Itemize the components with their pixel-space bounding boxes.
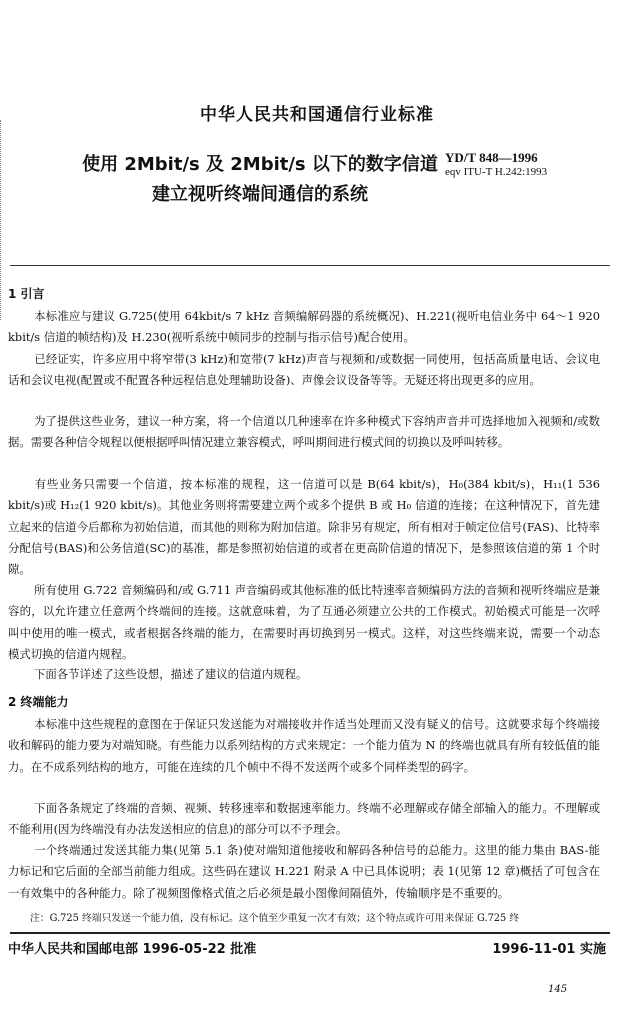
page-number: 145: [548, 984, 568, 995]
section-2-paragraph: 下面各条规定了终端的音频、视频、转移速率和数据速率能力。终端不必理解或存储全部输入的能力。不理解或不能利用(因为终端没有办法发送相应的信息)的部分可以不予理会。: [8, 801, 600, 837]
section-2-paragraph: 一个终端通过发送其能力集(见第 5.1 条)使对端知道他接收和解码各种信号的总能力。这里的能力集由 BAS-能力标记和它后面的全部当前能力组成。这些码在建议 H.221 附录 A 中已具体说明；表 1(见第 12 章)概括了可包含在一有效集中的各种能力。除了视频图像格式值之后必须是最小图像间隔值外，传输顺序是不重要的。: [8, 843, 600, 900]
section-1-paragraph: 为了提供这些业务，建议一种方案，将一个信道以几种速率在许多种模式下容纳声音并可选择地加入视频和/或数据。需要各种信令规程以便根据呼叫情况建立兼容模式，呼叫期间进行模式间的切换以及呼叫转移。: [8, 414, 600, 450]
section-1-paragraph: 下面各节详述了这些设想，描述了建议的信道内规程。: [34, 667, 308, 681]
scan-margin-mark: [0, 120, 3, 320]
approval-date: 中华人民共和国邮电部 1996-05-22 批准: [8, 942, 257, 957]
footnote: 注：G.725 终端只发送一个能力值，没有标记。这个值至少重复一次才有效；这个特点或许可用来保证 G.725 终: [30, 913, 520, 924]
implementation-date: 1996-11-01 实施: [492, 942, 606, 957]
section-1-heading: 1 引言: [8, 287, 45, 301]
section-1-paragraph: 已经证实，许多应用中将窄带(3 kHz)和宽带(7 kHz)声音与视频和/或数据一同使用，包括高质量电话、会议电话和会议电视(配置或不配置各种远程信息处理辅助设备)、声像会议设备等等。无疑还将出现更多的应用。: [8, 352, 600, 388]
section-1-paragraph: 本标准应与建议 G.725(使用 64kbit/s 7 kHz 音频编解码器的系统概况)、H.221(视听电信业务中 64～1 920 kbit/s 信道的帧结构)及 H.230(视听系统中帧同步的控制与指示信号)配合使用。: [8, 309, 600, 345]
footer-divider: [10, 932, 610, 934]
standard-code: YD/T 848—1996: [445, 150, 538, 165]
section-1-paragraph: 所有使用 G.722 音频编码和/或 G.711 声音编码或其他标准的低比特速率音频编码方法的音频和视听终端应是兼容的，以允许建立任意两个终端间的连接。这就意味着，为了互通必须建立公共的工作模式。初始模式可能是一次呼叫中使用的唯一模式，或者根据各终端的能力，在需要时再切换到另一模式。这样，对这些终端来说，需要一个动态模式切换的信道内规程。: [8, 583, 600, 661]
standard-equivalence: eqv ITU-T H.242:1993: [445, 166, 548, 178]
header-divider: [10, 265, 610, 266]
standard-category-header: 中华人民共和国通信行业标准: [200, 105, 434, 125]
section-2-paragraph: 本标准中这些规程的意图在于保证只发送能为对端接收并作适当处理而又没有疑义的信号。这就要求每个终端接收和解码的能力要为对端知晓。有些能力以系列结构的方式来规定：一个能力值为 N 的终端也就具有所有较低值的能力。在不成系列结构的地方，可能在连续的几个帧中不得不发送两个或多个同样类型的码字。: [8, 717, 600, 774]
document-title-line-1: 使用 2Mbit/s 及 2Mbit/s 以下的数字信道: [82, 154, 438, 175]
document-title-line-2: 建立视听终端间通信的系统: [152, 184, 368, 205]
document-title: [80, 150, 440, 210]
section-2-heading: 2 终端能力: [8, 695, 69, 709]
section-1-paragraph: 有些业务只需要一个信道，按本标准的规程，这一信道可以是 B(64 kbit/s)，H₀(384 kbit/s)，H₁₁(1 536 kbit/s)或 H₁₂(1 920 kbit/s)。其他业务则将需要建立两个或多个提供 B 或 H₀ 信道的连接；在这种情况下，首先建立起来的信道今后都称为初始信道，而其他的则称为附加信道。除非另有规定，所有相对于帧定位信号(FAS)、比特率分配信号(BAS)和公务信道(SC)的基准，都是参照初始信道的或者在更高阶信道的情况下，是参照该信道的第 1 个时隙。: [8, 477, 600, 577]
